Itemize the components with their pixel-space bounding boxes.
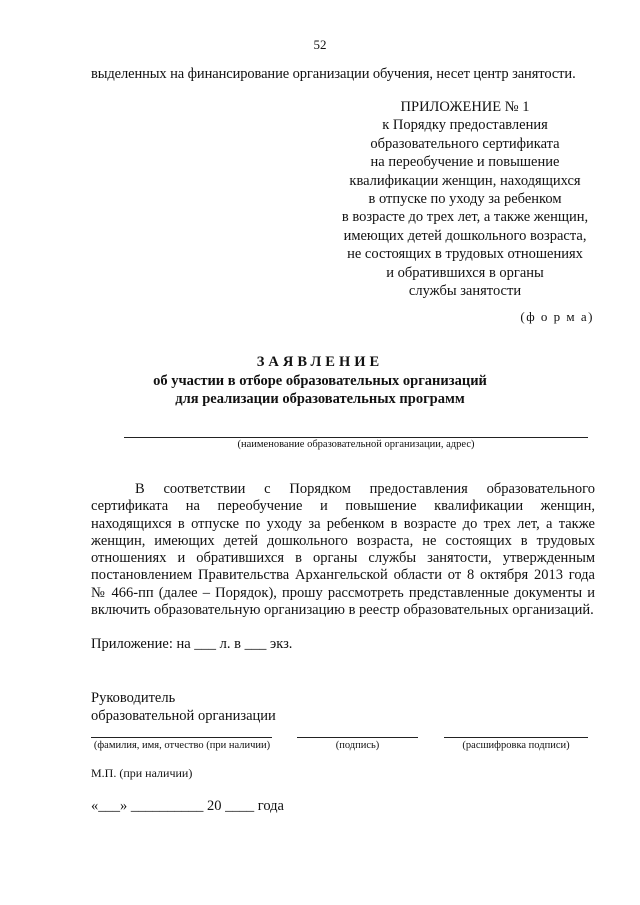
appendix-line: на переобучение и повышение — [370, 154, 560, 171]
appendix-block — [330, 98, 600, 300]
page-number: 52 — [313, 37, 327, 52]
org-name-line — [124, 437, 588, 438]
appendix-line: к Порядку предоставления — [382, 117, 548, 134]
appendix-line: ПРИЛОЖЕНИЕ № 1 — [400, 99, 530, 115]
head-title — [91, 689, 276, 725]
document-title: ЗАЯВЛЕНИЕ — [256, 354, 384, 370]
appendix-line: и обратившихся в органы — [386, 264, 544, 281]
appendix-line: образовательного сертификата — [370, 135, 560, 152]
continuation-line: выделенных на финансирование организации обучения, несет центр занятости. — [91, 66, 576, 82]
decoding-caption: (расшифровка подписи) — [462, 740, 570, 751]
form-mark: (ф о р м а) — [520, 309, 594, 324]
document-subtitle: для реализации образовательных программ — [175, 391, 465, 408]
date-line: «___» __________ 20 ____ года — [91, 798, 284, 814]
appendix-line: не состоящих в трудовых отношениях — [347, 246, 583, 263]
org-name-caption: (наименование образовательной организации, адрес) — [237, 439, 475, 450]
head-line: Руководитель — [91, 690, 176, 706]
signature-caption: (подпись) — [335, 740, 380, 751]
appendix-line: квалификации женщин, находящихся — [349, 172, 581, 189]
name-caption: (фамилия, имя, отчество (при наличии) — [93, 740, 271, 751]
appendix-line: службы занятости — [408, 283, 522, 300]
decoding-line — [444, 737, 588, 738]
seal-line: М.П. (при наличии) — [91, 766, 193, 780]
document-subtitle: об участии в отборе образовательных организаций — [153, 372, 487, 389]
attachment-line: Приложение: на ___ л. в ___ экз. — [91, 636, 293, 652]
body-paragraph: В соответствии с Порядком предоставления образовательного сертификата на переобучение и повышение квалификации женщин, находящихся в отпуске по уходу за ребенком в возрасте до трех лет, а также женщин, имеющих детей дошкольного возраста, не состоящих в трудовых отношениях и обратившихся в органы службы занятости, утвержденным постановлением Правительства Архангельской области от 8 октября 2013 года № 466-пп (далее – Порядок), прошу рассмотреть представленные документы и включить образовательную организацию в реестр образовательных организаций. — [91, 481, 595, 619]
appendix-line: в возрасте до трех лет, а также женщин, — [341, 209, 589, 226]
document-title-block — [0, 353, 640, 409]
name-signature-line — [91, 737, 272, 738]
signature-line — [297, 737, 418, 738]
appendix-line: в отпуске по уходу за ребенком — [368, 191, 562, 208]
head-line: образовательной организации — [91, 708, 276, 724]
appendix-line: имеющих детей дошкольного возраста, — [343, 227, 587, 244]
